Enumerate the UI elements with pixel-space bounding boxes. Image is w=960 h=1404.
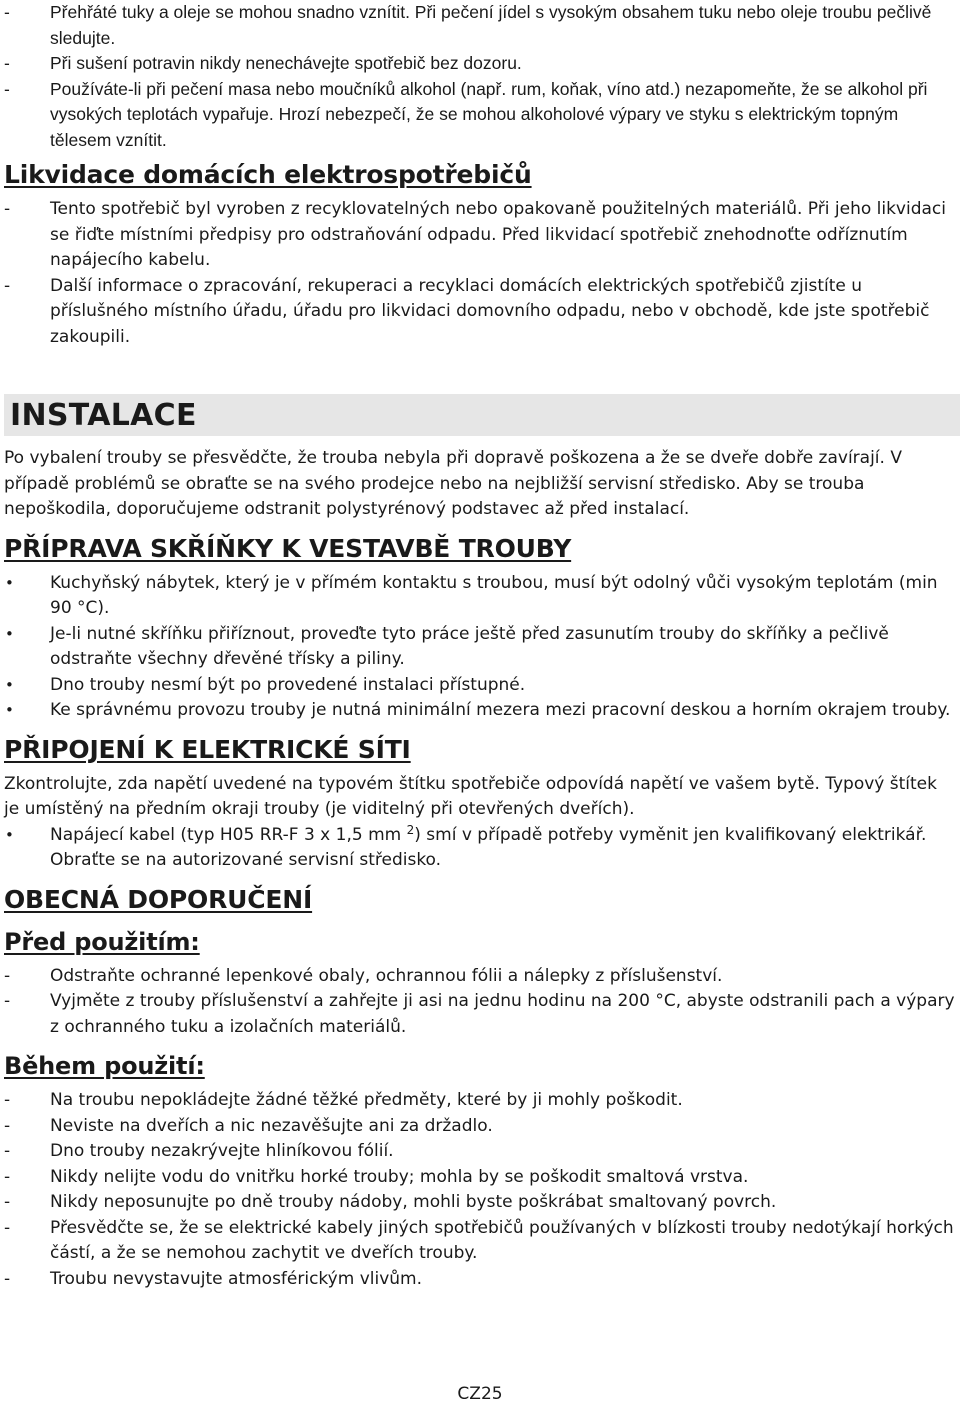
before-use-list (4, 964, 956, 1041)
list-item-text: Na troubu nepokládejte žádné těžké předměty, které by ji mohly poškodit. (50, 1090, 683, 1110)
list-item-text: Kuchyňský nábytek, který je v přímém kontaktu s troubou, musí být odolný vůči vysokým teplotám (min 90 °C). (50, 572, 938, 618)
list-item (4, 989, 956, 1040)
general-heading: OBECNÁ DOPORUČENÍ (4, 884, 313, 914)
list-item (4, 77, 956, 154)
dash-marker: - (4, 1217, 11, 1238)
list-item (4, 1190, 956, 1216)
dash-marker: - (4, 2, 10, 22)
list-item (4, 51, 956, 77)
list-item (4, 1088, 956, 1114)
cable-text-start: Napájecí kabel (typ H05 RR-F 3 x 1,5 mm (50, 824, 407, 845)
list-item-text: Je-li nutné skříňku přiříznout, proveďte tyto práce ještě před zasunutím trouby do skříňky a pečlivě odstraňte všechny dřevěné třísky a piliny. (50, 623, 889, 669)
list-item (4, 698, 956, 724)
list-item (4, 0, 956, 51)
bullet-marker: • (5, 624, 14, 643)
list-item-text: Ke správnému provozu trouby je nutná minimální mezera mezi pracovní deskou a horním okrajem trouby. (50, 700, 951, 720)
dash-marker: - (4, 275, 11, 296)
dash-marker: - (4, 991, 11, 1011)
electric-text: Zkontrolujte, zda napětí uvedené na typovém štítku spotřebiče odpovídá napětí ve vašem bytě. Typový štítek je umístěný na předním okraji trouby (je viditelný při otevřených dveřích). (4, 773, 937, 819)
list-item (4, 197, 956, 274)
list-item-text: Používáte-li při pečení masa nebo moučníků alkohol (např. rum, koňak, víno atd.) nezapomeňte, že se alkohol při vysokých teplotách vypařuje. Hrozí nebezpečí, že se mohou alkoholové výpary ve styku s elektrickým topným tělesem vznítit. (50, 78, 928, 150)
list-item-text: Přehřáté tuky a oleje se mohou snadno vznítit. Při pečení jídel s vysokým obsahem tuku nebo oleje troubu pečlivě sledujte. (50, 2, 932, 48)
list-item-text: Další informace o zpracování, rekuperaci a recyklaci domácích elektrických spotřebičů zjistíte u příslušného místního úřadu, úřadu pro likvidaci domovního odpadu, nebo v obchodě, kde jste spotřebič zakoupili. (50, 275, 930, 347)
list-item-text: Odstraňte ochranné lepenkové obaly, ochrannou fólii a nálepky z příslušenství. (50, 965, 723, 986)
list-item-text: Neviste na dveřích a nic nezavěšujte ani za držadlo. (50, 1115, 493, 1136)
list-item (4, 274, 956, 351)
list-item-text: Tento spotřebič byl vyroben z recyklovatelných nebo opakovaně použitelných materiálů. Při jeho likvidaci se řiďte místními předpisy pro odstraňování odpadu. Před likvidací spotřebič znehodnoťte odříznutím napájecího kabelu. (50, 199, 946, 270)
bullet-marker: • (5, 825, 14, 844)
intro-list (4, 0, 956, 153)
dash-marker: - (4, 199, 11, 219)
list-item (4, 1114, 956, 1140)
disposal-list (4, 197, 956, 350)
list-item (4, 571, 956, 622)
superscript: 2 (406, 822, 415, 837)
cabinet-heading: PŘÍPRAVA SKŘÍŇKY K VESTAVBĚ TROUBY (4, 533, 572, 563)
before-use-heading: Před použitím: (4, 927, 200, 956)
installation-text: Po vybalení trouby se přesvědčte, že trouba nebyla při dopravě poškozena a že se dveře dobře zavírají. V případě problémů se obraťte se na svého prodejce nebo na nejbližší servisní středisko. Aby se trouba nepoškodila, doporučujeme odstranit polystyrénový podstavec až před instalací. (4, 448, 902, 519)
dash-marker: - (4, 1268, 11, 1289)
list-item-text: Nikdy neposunujte po dně trouby nádoby, mohli byste poškrábat smaltovaný povrch. (50, 1192, 777, 1212)
list-item (4, 823, 956, 874)
list-item (4, 1267, 956, 1293)
list-item (4, 673, 956, 699)
list-item (4, 1139, 956, 1165)
disposal-heading: Likvidace domácích elektrospotřebičů (4, 160, 532, 189)
list-item (4, 964, 956, 990)
list-item-text: Dno trouby nesmí být po provedené instalaci přístupné. (50, 674, 526, 695)
dash-marker: - (4, 1166, 11, 1187)
list-item (4, 622, 956, 673)
dash-marker: - (4, 1192, 11, 1212)
dash-marker: - (4, 78, 10, 99)
list-item-text (50, 822, 927, 871)
electric-list (4, 823, 956, 874)
list-item-text: Nikdy nelijte vodu do vnitřku horké trouby; mohla by se poškodit smaltová vrstva. (50, 1166, 749, 1187)
list-item (4, 1165, 956, 1191)
electric-heading: PŘIPOJENÍ K ELEKTRICKÉ SÍTI (4, 734, 411, 764)
bullet-marker: • (5, 573, 14, 592)
during-use-list (4, 1088, 956, 1292)
during-use-heading: Během použití: (4, 1052, 205, 1080)
list-item-text: Přesvědčte se, že se elektrické kabely jiných spotřebičů používaných v blízkosti trouby nedotýkají horkých částí, a že se nemohou zachytit ve dveřích trouby. (50, 1217, 954, 1263)
list-item-text: Troubu nevystavujte atmosférickým vlivům. (50, 1268, 422, 1289)
dash-marker: - (4, 1141, 11, 1161)
list-item-text: Při sušení potravin nikdy nenechávejte spotřebič bez dozoru. (50, 53, 522, 73)
list-item (4, 1216, 956, 1267)
bullet-marker: • (5, 675, 14, 694)
list-item-text: Dno trouby nezakrývejte hliníkovou fólií. (50, 1141, 394, 1161)
installation-banner (4, 394, 960, 436)
bullet-marker: • (5, 701, 14, 719)
cabinet-list (4, 571, 956, 724)
list-item-text: Vyjměte z trouby příslušenství a zahřejte ji asi na jednu hodinu na 200 °C, abyste odstranili pach a výpary z ochranného tuku a izolačních materiálů. (50, 991, 955, 1037)
page-number: CZ25 (457, 1384, 503, 1404)
dash-marker: - (4, 1090, 11, 1110)
installation-heading: INSTALACE (10, 397, 197, 433)
dash-marker: - (4, 53, 10, 73)
dash-marker: - (4, 1115, 11, 1136)
cable-text-end: ) smí v případě potřeby vyměnit jen kvalifikovaný elektrikář. Obraťte se na autorizované servisní středisko. (50, 824, 927, 870)
dash-marker: - (4, 965, 11, 986)
